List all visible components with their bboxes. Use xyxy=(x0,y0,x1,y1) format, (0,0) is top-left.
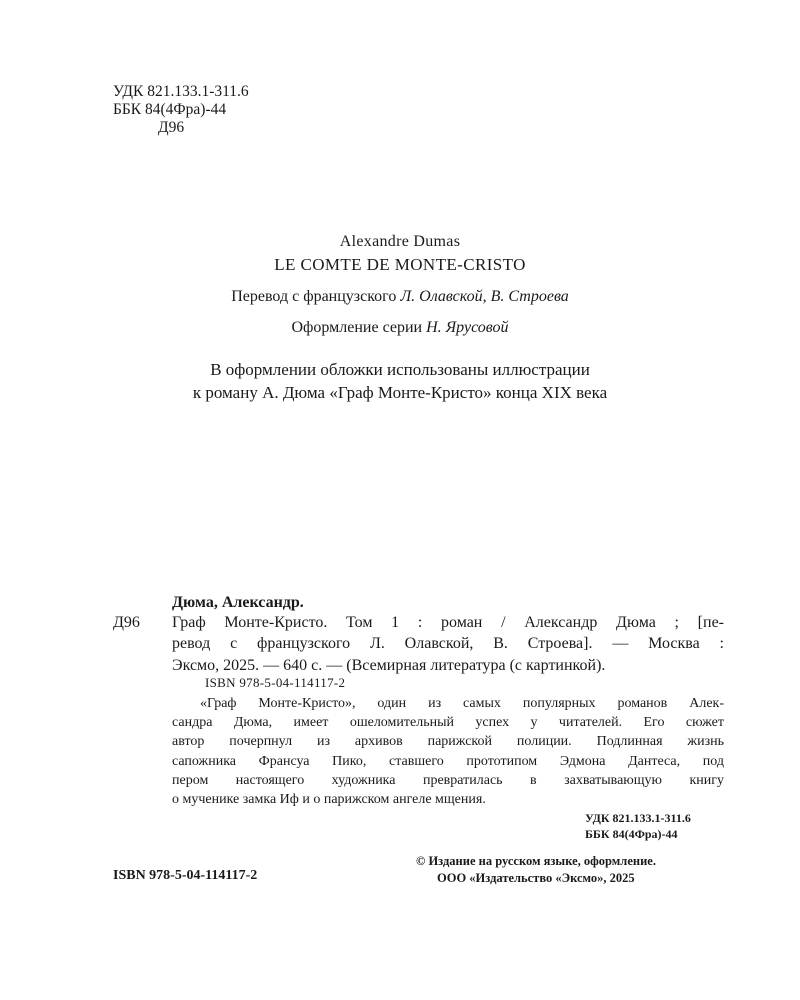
translators: Л. Олавской, В. Строева xyxy=(400,288,569,305)
annotation xyxy=(172,694,724,809)
annotation-line: сапожника Франсуа Пико, ставшего прототипом Эдмона Дантеса, под xyxy=(172,753,724,769)
udk-code: УДК 821.133.1-311.6 xyxy=(113,83,249,100)
copyright-line-2: ООО «Издательство «Эксмо», 2025 xyxy=(437,871,635,885)
copyright-notice xyxy=(416,853,656,887)
annotation-codes xyxy=(585,810,691,842)
translation-prefix: Перевод с французского xyxy=(231,288,397,305)
catalog-heading: Дюма, Александр. xyxy=(172,594,304,611)
catalog-line: ревод с французского Л. Олавской, В. Строева]. — Москва : xyxy=(172,635,724,653)
copyright-line-1: © Издание на русском языке, оформление. xyxy=(416,854,656,868)
annotation-line: сандра Дюма, имеет ошеломительный успех у читателей. Его сюжет xyxy=(172,715,724,731)
catalog-line: Эксмо, 2025. — 640 с. — (Всемирная литература (с картинкой). xyxy=(172,656,606,674)
annotation-line: о мученике замка Иф и о парижском ангеле мщения. xyxy=(172,792,486,808)
cover-note-line-1: В оформлении обложки использованы иллюстрации xyxy=(210,360,590,379)
annotation-line: автор почерпнул из архивов парижской полиции. Подлинная жизнь xyxy=(172,734,724,750)
translation-credit xyxy=(0,288,800,306)
author-mark: Д96 xyxy=(158,119,185,136)
footer-isbn: ISBN 978-5-04-114117-2 xyxy=(113,868,258,883)
catalog-line: Граф Монте-Кристо. Том 1 : роман / Александр Дюма ; [пе- xyxy=(172,614,724,631)
annotation-line: «Граф Монте-Кристо», один из самых популярных романов Алек- xyxy=(200,696,724,711)
annotation-bbk: ББК 84(4Фра)-44 xyxy=(585,827,678,841)
series-designer: Н. Ярусовой xyxy=(426,319,509,336)
catalog-entry xyxy=(172,612,724,676)
cover-note-line-2: к роману А. Дюма «Граф Монте-Кристо» конца XIX века xyxy=(192,383,608,402)
design-prefix: Оформление серии xyxy=(291,319,423,336)
annotation-line: пером настоящего художника превратилась в захватывающую книгу xyxy=(172,772,724,788)
catalog-isbn: ISBN 978-5-04-114117-2 xyxy=(205,675,346,690)
catalog-author-mark: Д96 xyxy=(113,614,140,631)
annotation-udk: УДК 821.133.1-311.6 xyxy=(585,811,691,825)
original-author: Alexandre Dumas xyxy=(339,233,461,250)
bbk-code: ББК 84(4Фра)-44 xyxy=(113,101,227,118)
original-title: LE COMTE DE MONTE-CRISTO xyxy=(274,255,526,274)
design-credit xyxy=(0,319,800,337)
